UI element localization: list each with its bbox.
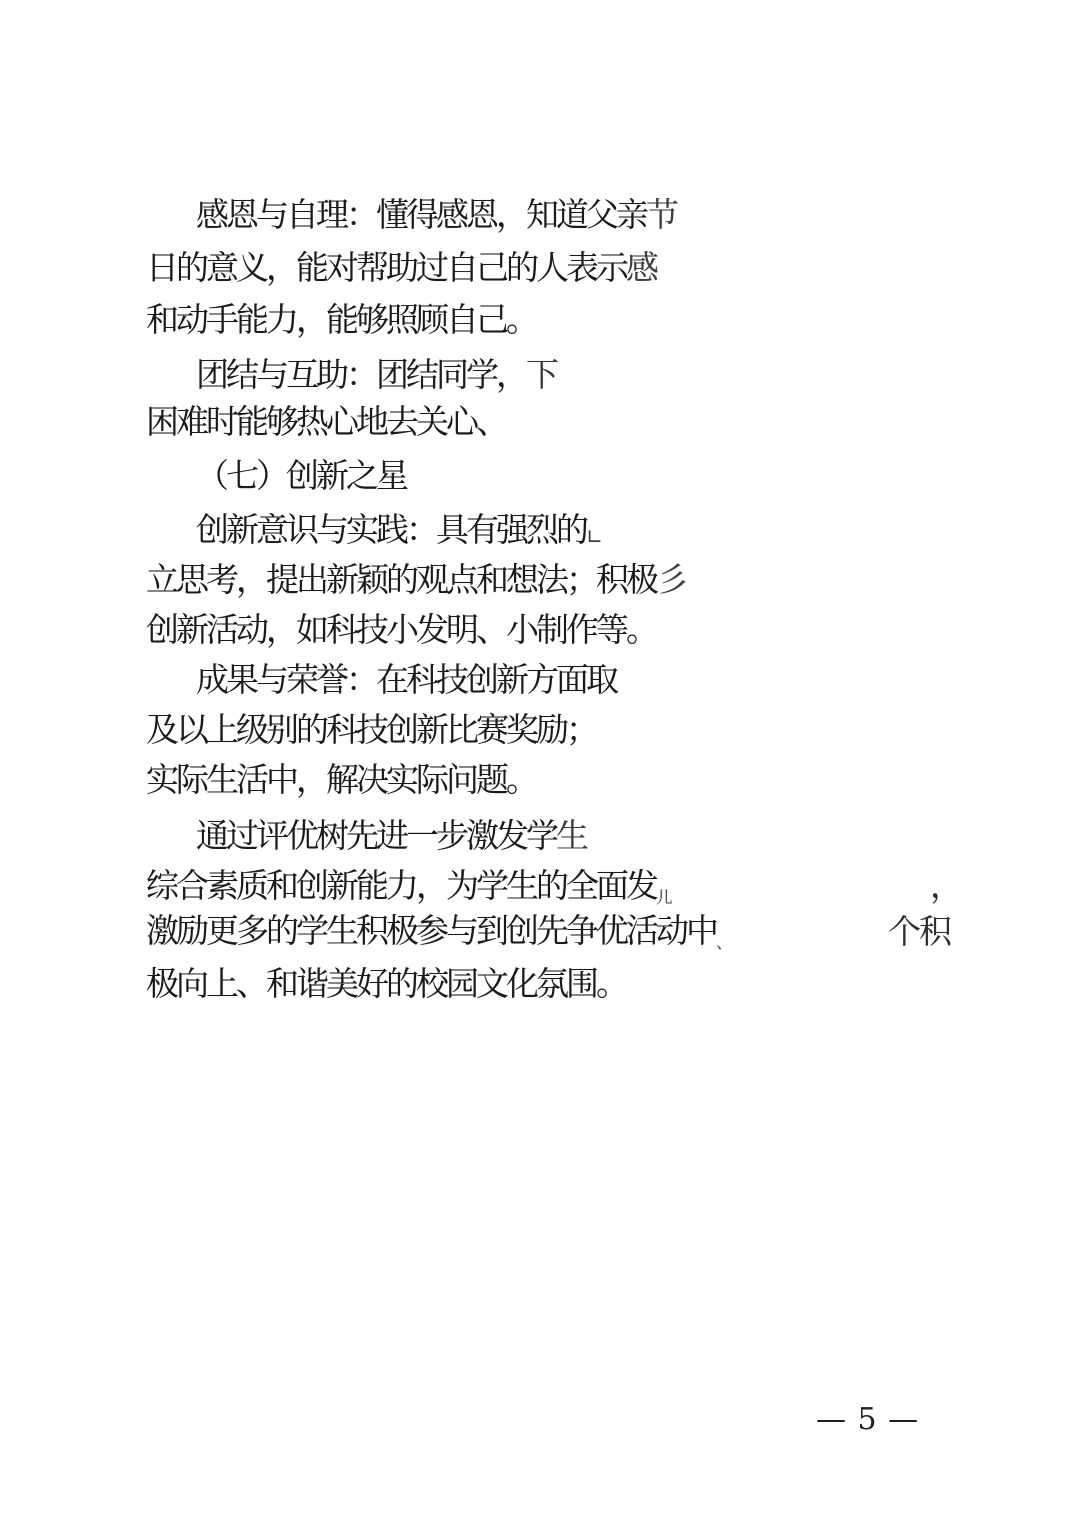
line-text: 困难时能够热心地去关心、 — [146, 402, 506, 441]
text-line — [146, 760, 536, 800]
line-text: 日的意义，能对帮助过自己的人表示 — [146, 248, 626, 287]
section-heading — [196, 456, 406, 496]
line-text: 通过评优树先进一步激发学 — [196, 816, 556, 855]
line-text: 创新活动，如科技小发明、小制作等。 — [146, 610, 656, 649]
text-line — [146, 248, 656, 288]
text-line — [146, 300, 536, 340]
line-text: （七）创新之星 — [196, 456, 406, 495]
text-line — [146, 610, 656, 650]
text-line — [146, 866, 673, 918]
faded-glyph-fragment: 感 — [626, 248, 656, 287]
text-line — [146, 710, 596, 750]
faded-glyph-fragment: 下 — [526, 355, 556, 394]
text-line — [196, 510, 603, 557]
line-text: 及以上级别的科技创新比赛奖励； — [146, 710, 596, 749]
text-line — [196, 660, 616, 700]
line-text: 感恩与自理：懂得感恩，知道父亲 — [196, 195, 646, 234]
floating-text-fragment: 个积 — [888, 912, 950, 951]
line-text: 成果与荣誉：在科技创新方面取 — [196, 660, 616, 699]
page-number: — 5 — — [816, 1402, 920, 1437]
text-line — [146, 402, 506, 442]
faded-glyph-fragment: ∟ — [586, 525, 604, 550]
line-text: 和动手能力，能够照顾自己。 — [146, 300, 536, 339]
faded-glyph-fragment: 节 — [646, 195, 676, 234]
faded-glyph-fragment: 、 — [716, 932, 733, 952]
line-text: 立思考，提出新颖的观点和想法；积极 — [146, 560, 656, 599]
text-line — [146, 560, 686, 600]
text-line — [196, 195, 676, 235]
line-text: 创新意识与实践：具有强烈的 — [196, 510, 586, 549]
text-line — [146, 964, 626, 1004]
faded-glyph-fragment: 生 — [556, 816, 586, 855]
line-text: 极向上、和谐美好的校园文化氛围。 — [146, 964, 626, 1003]
line-text: 激励更多的学生积极参与到创先争优活动中 — [146, 911, 716, 950]
line-text: 团结与互助：团结同学， — [196, 355, 526, 394]
text-line — [196, 355, 556, 395]
line-text: 实际生活中，解决实际问题。 — [146, 760, 536, 799]
line-text: 综合素质和创新能力，为学生的全面发 — [146, 866, 656, 905]
faded-glyph-fragment: 彡 — [656, 560, 686, 599]
text-line — [146, 911, 733, 963]
floating-comma-fragment: ， — [930, 866, 961, 905]
faded-glyph-fragment: 儿 — [656, 887, 673, 907]
text-line — [196, 816, 586, 856]
